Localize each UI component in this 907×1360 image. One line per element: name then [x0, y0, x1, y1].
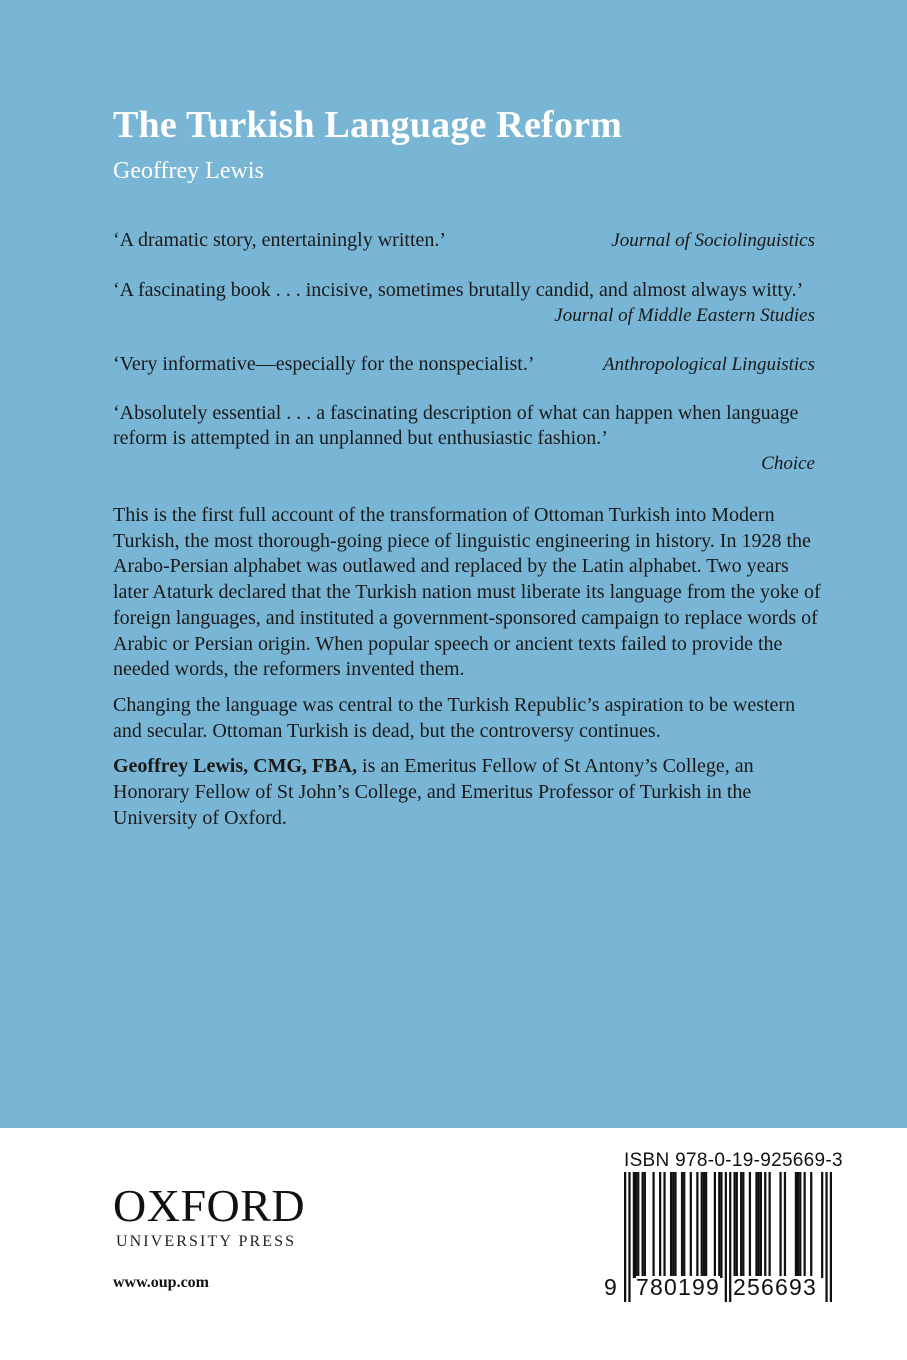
- barcode-bar: [821, 1172, 823, 1278]
- barcode-bar: [720, 1172, 722, 1278]
- barcode-bar: [779, 1172, 781, 1278]
- barcode-bar: [804, 1172, 806, 1278]
- isbn-label: ISBN 978-0-19-925669-3: [624, 1150, 843, 1171]
- barcode-bar: [797, 1172, 799, 1278]
- quote-text: ‘A fascinating book . . . incisive, sometimes brutally candid, and almost always witty.’: [113, 279, 804, 301]
- barcode-bar: [758, 1172, 760, 1278]
- quote-source: Anthropological Linguistics: [603, 354, 815, 375]
- barcode-bar: [714, 1172, 716, 1278]
- barcode-bar: [642, 1172, 644, 1278]
- barcode-bar: [769, 1172, 771, 1278]
- description-paragraph: Changing the language was central to the Turkish Republic’s aspiration to be western and secular. Ottoman Turkish is dead, but the controversy continues.: [113, 693, 796, 742]
- publisher-logo: OXFORD: [113, 1180, 306, 1231]
- publisher-subtitle: UNIVERSITY PRESS: [116, 1233, 297, 1250]
- barcode-bar: [672, 1172, 674, 1278]
- barcode-bar: [703, 1172, 705, 1278]
- barcode-bar: [628, 1172, 630, 1302]
- barcode-bar: [683, 1172, 685, 1278]
- barcode-bar: [690, 1172, 692, 1278]
- barcode-bar: [742, 1172, 744, 1278]
- barcode-bar: [810, 1172, 812, 1278]
- author-bio-text: is an Emeritus Fellow of St Antony’s College, an Honorary Fellow of St John’s College, and Emeritus Professor of Turkish in the University of Oxford.: [113, 755, 754, 829]
- publisher-website: www.oup.com: [113, 1274, 210, 1291]
- barcode-bar: [729, 1172, 731, 1302]
- book-description: [113, 503, 823, 841]
- quote-text: ‘Very informative—especially for the nonspecialist.’: [113, 353, 535, 375]
- quote-text: ‘Absolutely essential . . . a fascinating description of what can happen when language reform is attempted in an unplanned but enthusiastic fashion.’: [113, 402, 799, 449]
- barcode-bar: [663, 1172, 665, 1278]
- barcode-bar: [659, 1172, 661, 1278]
- quote-text: ‘A dramatic story, entertainingly written.’: [113, 229, 447, 251]
- description-paragraph: This is the first full account of the transformation of Ottoman Turkish into Modern Turkish, the most thorough-going piece of linguistic engineering in history. In 1928 the Arabo-Persian alphabet was outlawed and replaced by the Latin alphabet. Two years later Ataturk declared that the Turkish nation must liberate its language from the yoke of foreign languages, and instituted a government-sponsored campaign to replace words of Arabic or Persian origin. When popular speech or ancient texts failed to provide the needed words, the reformers invented them.: [113, 504, 821, 681]
- barcode-bar: [637, 1172, 639, 1278]
- quote-source: Journal of Middle Eastern Studies: [554, 305, 815, 326]
- barcode-bar: [725, 1172, 727, 1302]
- quote-source: Journal of Sociolinguistics: [611, 230, 815, 251]
- barcode-bar: [764, 1172, 766, 1278]
- barcode-bar: [799, 1172, 801, 1278]
- review-quote: [113, 278, 815, 326]
- barcode-bar: [701, 1172, 703, 1278]
- barcode-bar: [674, 1172, 676, 1278]
- author-bio: [113, 754, 823, 831]
- barcode-left-digits: 780199: [636, 1274, 720, 1300]
- barcode-right-digits: 256693: [733, 1274, 817, 1300]
- barcode-bar: [755, 1172, 757, 1278]
- barcode-bar: [644, 1172, 646, 1278]
- barcode-bar: [736, 1172, 738, 1278]
- barcode-bar: [696, 1172, 698, 1278]
- barcode-bar: [795, 1172, 797, 1278]
- book-title: The Turkish Language Reform: [113, 104, 622, 146]
- barcode-bar: [749, 1172, 751, 1278]
- barcode-bar: [624, 1172, 626, 1302]
- barcode-bar: [825, 1172, 827, 1302]
- barcode-bar: [670, 1172, 672, 1278]
- barcode-bar: [784, 1172, 786, 1278]
- review-quote: [113, 228, 815, 253]
- author-bio-name: Geoffrey Lewis, CMG, FBA,: [113, 755, 358, 778]
- barcode-bar: [718, 1172, 720, 1278]
- review-quote: [113, 352, 815, 377]
- quote-source: Choice: [761, 453, 815, 474]
- barcode-bar: [705, 1172, 707, 1278]
- barcode-bar: [740, 1172, 742, 1278]
- barcode-bar: [760, 1172, 762, 1278]
- barcode-first-digit: 9: [604, 1274, 618, 1300]
- barcode-bar: [681, 1172, 683, 1278]
- barcode-bar: [635, 1172, 637, 1278]
- barcode-bar: [733, 1172, 735, 1278]
- review-quote: [113, 401, 815, 476]
- book-author: Geoffrey Lewis: [113, 158, 264, 184]
- barcode-bar: [830, 1172, 832, 1302]
- barcode-bar: [652, 1172, 654, 1278]
- barcode-bar: [633, 1172, 635, 1278]
